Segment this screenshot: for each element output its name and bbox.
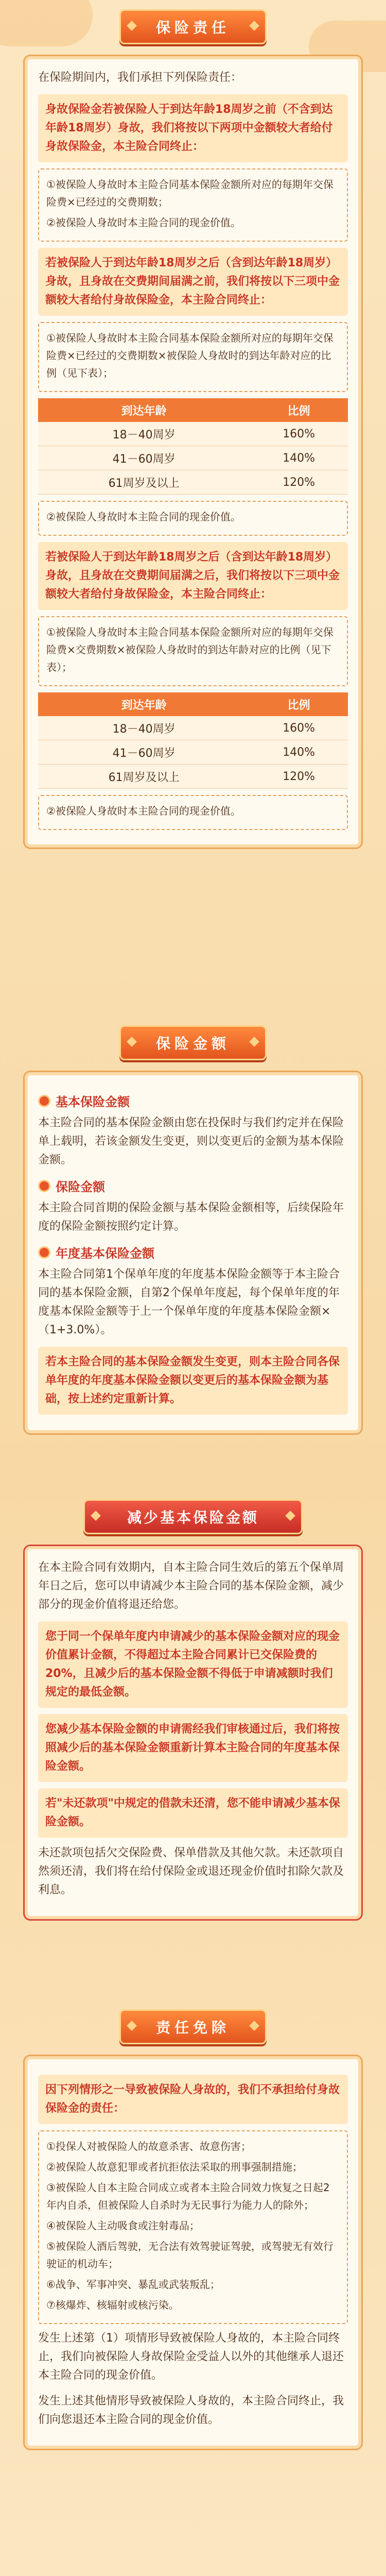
diamond-icon xyxy=(127,1037,137,1047)
highlight-text: 您减少基本保险金额的申请需经我们审核通过后，我们将按照减少后的基本保险金额重新计算本主险合同的年度基本保险金额。 xyxy=(45,1723,340,1773)
list-item: ⑤被保险人酒后驾驶，无合法有效驾驶证驾驶，或驾驶无有效行驶证的机动车； xyxy=(46,2240,334,2270)
diamond-icon xyxy=(249,21,259,31)
highlight-box xyxy=(38,1788,348,1838)
formula-box xyxy=(38,322,348,392)
highlight-box xyxy=(38,94,348,162)
table-cell: 160% xyxy=(250,716,348,740)
section-title-text: 责任免除 xyxy=(155,2019,230,2036)
diamond-icon xyxy=(127,2021,137,2031)
formula-box xyxy=(38,795,348,830)
list-item: ③被保险人自本主险合同成立或者本主险合同效力恢复之日起2年内自杀，但被保险人自杀时为无民事行为能力人的除外； xyxy=(46,2181,330,2211)
subheading xyxy=(38,1243,348,1261)
exclusion-list xyxy=(38,2130,348,2324)
formula-box xyxy=(38,501,348,536)
highlight-text: 若被保险人于到达年龄18周岁之后（含到达年龄18周岁）身故，且身故在交费期间届满之后，我们将按以下三项中金额较大者给付身故保险金，本主险合同终止： xyxy=(45,551,340,601)
list-item: ②被保险人故意犯罪或者抗拒依法采取的刑事强制措施； xyxy=(46,2161,303,2173)
liability-section xyxy=(11,9,375,849)
highlight-text: 若被保险人于到达年龄18周岁之后（含到达年龄18周岁）身故，且身故在交费期间届满之前，我们将按以下三项中金额较大者给付身故保险金，本主险合同终止： xyxy=(45,257,340,307)
intro-text: 在保险期间内，我们承担下列保险责任： xyxy=(38,71,242,84)
list-item: ⑦核爆炸、核辐射或核污染。 xyxy=(46,2299,179,2311)
table-row xyxy=(38,765,348,789)
table-header: 比例 xyxy=(250,398,348,422)
list-item: ⑥战争、军事冲突、暴乱或武装叛乱； xyxy=(46,2278,220,2291)
diamond-icon xyxy=(285,1511,295,1521)
highlight-text: 若"未还款项"中规定的借款未还清，您不能申请减少基本保险金额。 xyxy=(45,1797,340,1828)
table-cell: 18－40周岁 xyxy=(38,422,250,446)
highlight-box xyxy=(38,1347,348,1415)
table-cell: 120% xyxy=(250,765,348,789)
diamond-icon xyxy=(249,2021,259,2031)
section-title-text: 减少基本保险金额 xyxy=(127,1509,259,1526)
formula-box xyxy=(38,616,348,686)
formula-item: ①被保险人身故时本主险合同基本保险金额所对应的每期年交保险费×交费期数×被保险人身故时的到达年龄对应的比例（见下表）； xyxy=(46,626,334,673)
amount-card xyxy=(23,1071,363,1435)
highlight-box xyxy=(38,248,348,316)
section-title xyxy=(119,2009,267,2044)
table-row xyxy=(38,446,348,470)
table-row xyxy=(38,740,348,765)
body-text: 本主险合同第1个保单年度的年度基本保险金额等于本主险合同的基本保险金额，自第2个保单年度起，每个保单年度的年度基本保险金额等于上一个保单年度的年度基本保险金额×（1+3.0%）。 xyxy=(38,1268,340,1336)
amount-section xyxy=(11,1025,375,1435)
table-row xyxy=(38,422,348,446)
highlight-text: 身故保险金若被保险人于到达年龄18周岁之前（不含到达年龄18周岁）身故，我们将按以下两项中金额较大者给付身故保险金，本主险合同终止： xyxy=(45,103,333,153)
bullet-icon xyxy=(38,1246,50,1259)
diamond-icon xyxy=(127,21,137,31)
formula-item: ②被保险人身故时本主险合同的现金价值。 xyxy=(46,511,241,523)
subheading-text: 保险金额 xyxy=(56,1180,105,1194)
table-header: 比例 xyxy=(250,692,348,716)
liability-card xyxy=(23,55,363,849)
formula-item: ①被保险人身故时本主险合同基本保险金额所对应的每期年交保险费×已经过的交费期数； xyxy=(46,178,334,208)
section-title xyxy=(83,1499,303,1534)
section-title xyxy=(119,1025,267,1060)
table-cell: 120% xyxy=(250,470,348,495)
diamond-icon xyxy=(91,1511,101,1521)
highlight-box xyxy=(38,542,348,610)
list-item: ④被保险人主动吸食或注射毒品； xyxy=(46,2219,200,2232)
table-cell: 18－40周岁 xyxy=(38,716,250,740)
subheading-text: 基本保险金额 xyxy=(56,1095,130,1109)
highlight-text: 因下列情形之一导致被保险人身故的，我们不承担给付身故保险金的责任： xyxy=(45,2083,340,2115)
table-cell: 160% xyxy=(250,422,348,446)
body-text: 本主险合同的基本保险金额由您在投保时与我们约定并在保险单上载明，若该金额发生变更，则以变更后的金额为基本保险金额。 xyxy=(38,1116,344,1166)
section-title xyxy=(119,9,267,44)
highlight-text: 若本主险合同的基本保险金额发生变更，则本主险合同各保单年度的年度基本保险金额以变更后的基本保险金额为基础，按上述约定重新计算。 xyxy=(45,1355,340,1405)
table-row xyxy=(38,470,348,495)
table-cell: 140% xyxy=(250,740,348,765)
list-item: ①投保人对被保险人的故意杀害、故意伤害； xyxy=(46,2140,251,2153)
reduce-card xyxy=(23,1545,363,1921)
table-cell: 61周岁及以上 xyxy=(38,470,250,495)
subheading-text: 年度基本保险金额 xyxy=(56,1246,154,1261)
formula-item: ②被保险人身故时本主险合同的现金价值。 xyxy=(46,805,241,817)
formula-box xyxy=(38,168,348,242)
body-text: 未还款项包括欠交保险费、保单借款及其他欠款。未还款项自然须还清，我们将在给付保险金或退还现金价值时扣除欠款及利息。 xyxy=(38,1846,344,1896)
subheading xyxy=(38,1092,348,1110)
highlight-box xyxy=(38,1714,348,1782)
table-cell: 41－60周岁 xyxy=(38,446,250,470)
highlight-text: 您于同一个保单年度内申请减少的基本保险金额对应的现金价值累计金额，不得超过本主险合同累计已交保险费的20%，且减少后的基本保险金额不得低于申请减额时我们规定的最低金额。 xyxy=(45,1630,340,1699)
body-text: 在本主险合同有效期内，自本主险合同生效后的第五个保单周年日之后，您可以申请减少本主险合同的基本保险金额，减少部分的现金价值将退还给您。 xyxy=(38,1561,344,1611)
age-ratio-table xyxy=(38,398,348,495)
section-title-text: 保险责任 xyxy=(155,19,230,36)
table-header: 到达年龄 xyxy=(38,398,250,422)
body-text: 发生上述第（1）项情形导致被保险人身故的，本主险合同终止，我们向被保险人身故保险金受益人以外的其他继承人退还本主险合同的现金价值。 xyxy=(38,2332,344,2382)
reduce-section xyxy=(11,1499,375,1921)
table-cell: 41－60周岁 xyxy=(38,740,250,765)
table-header: 到达年龄 xyxy=(38,692,250,716)
body-text: 发生上述其他情形导致被保险人身故的，本主险合同终止，我们向您退还本主险合同的现金价值。 xyxy=(38,2395,344,2426)
formula-item: ①被保险人身故时本主险合同基本保险金额所对应的每期年交保险费×已经过的交费期数×被保险人身故时的到达年龄对应的比例（见下表）； xyxy=(46,332,334,379)
age-ratio-table xyxy=(38,692,348,789)
exclusion-card xyxy=(23,2055,363,2450)
subheading xyxy=(38,1177,348,1195)
table-cell: 140% xyxy=(250,446,348,470)
bullet-icon xyxy=(38,1095,50,1107)
highlight-box xyxy=(38,1621,348,1708)
table-cell: 61周岁及以上 xyxy=(38,765,250,789)
bullet-icon xyxy=(38,1180,50,1192)
body-text: 本主险合同首期的保险金额与基本保险金额相等，后续保险年度的保险金额按照约定计算。 xyxy=(38,1201,344,1233)
exclusion-section xyxy=(11,2009,375,2450)
highlight-box xyxy=(38,2075,348,2124)
section-title-text: 保险金额 xyxy=(155,1035,230,1052)
table-row xyxy=(38,716,348,740)
formula-item: ②被保险人身故时本主险合同的现金价值。 xyxy=(46,216,241,229)
diamond-icon xyxy=(249,1037,259,1047)
